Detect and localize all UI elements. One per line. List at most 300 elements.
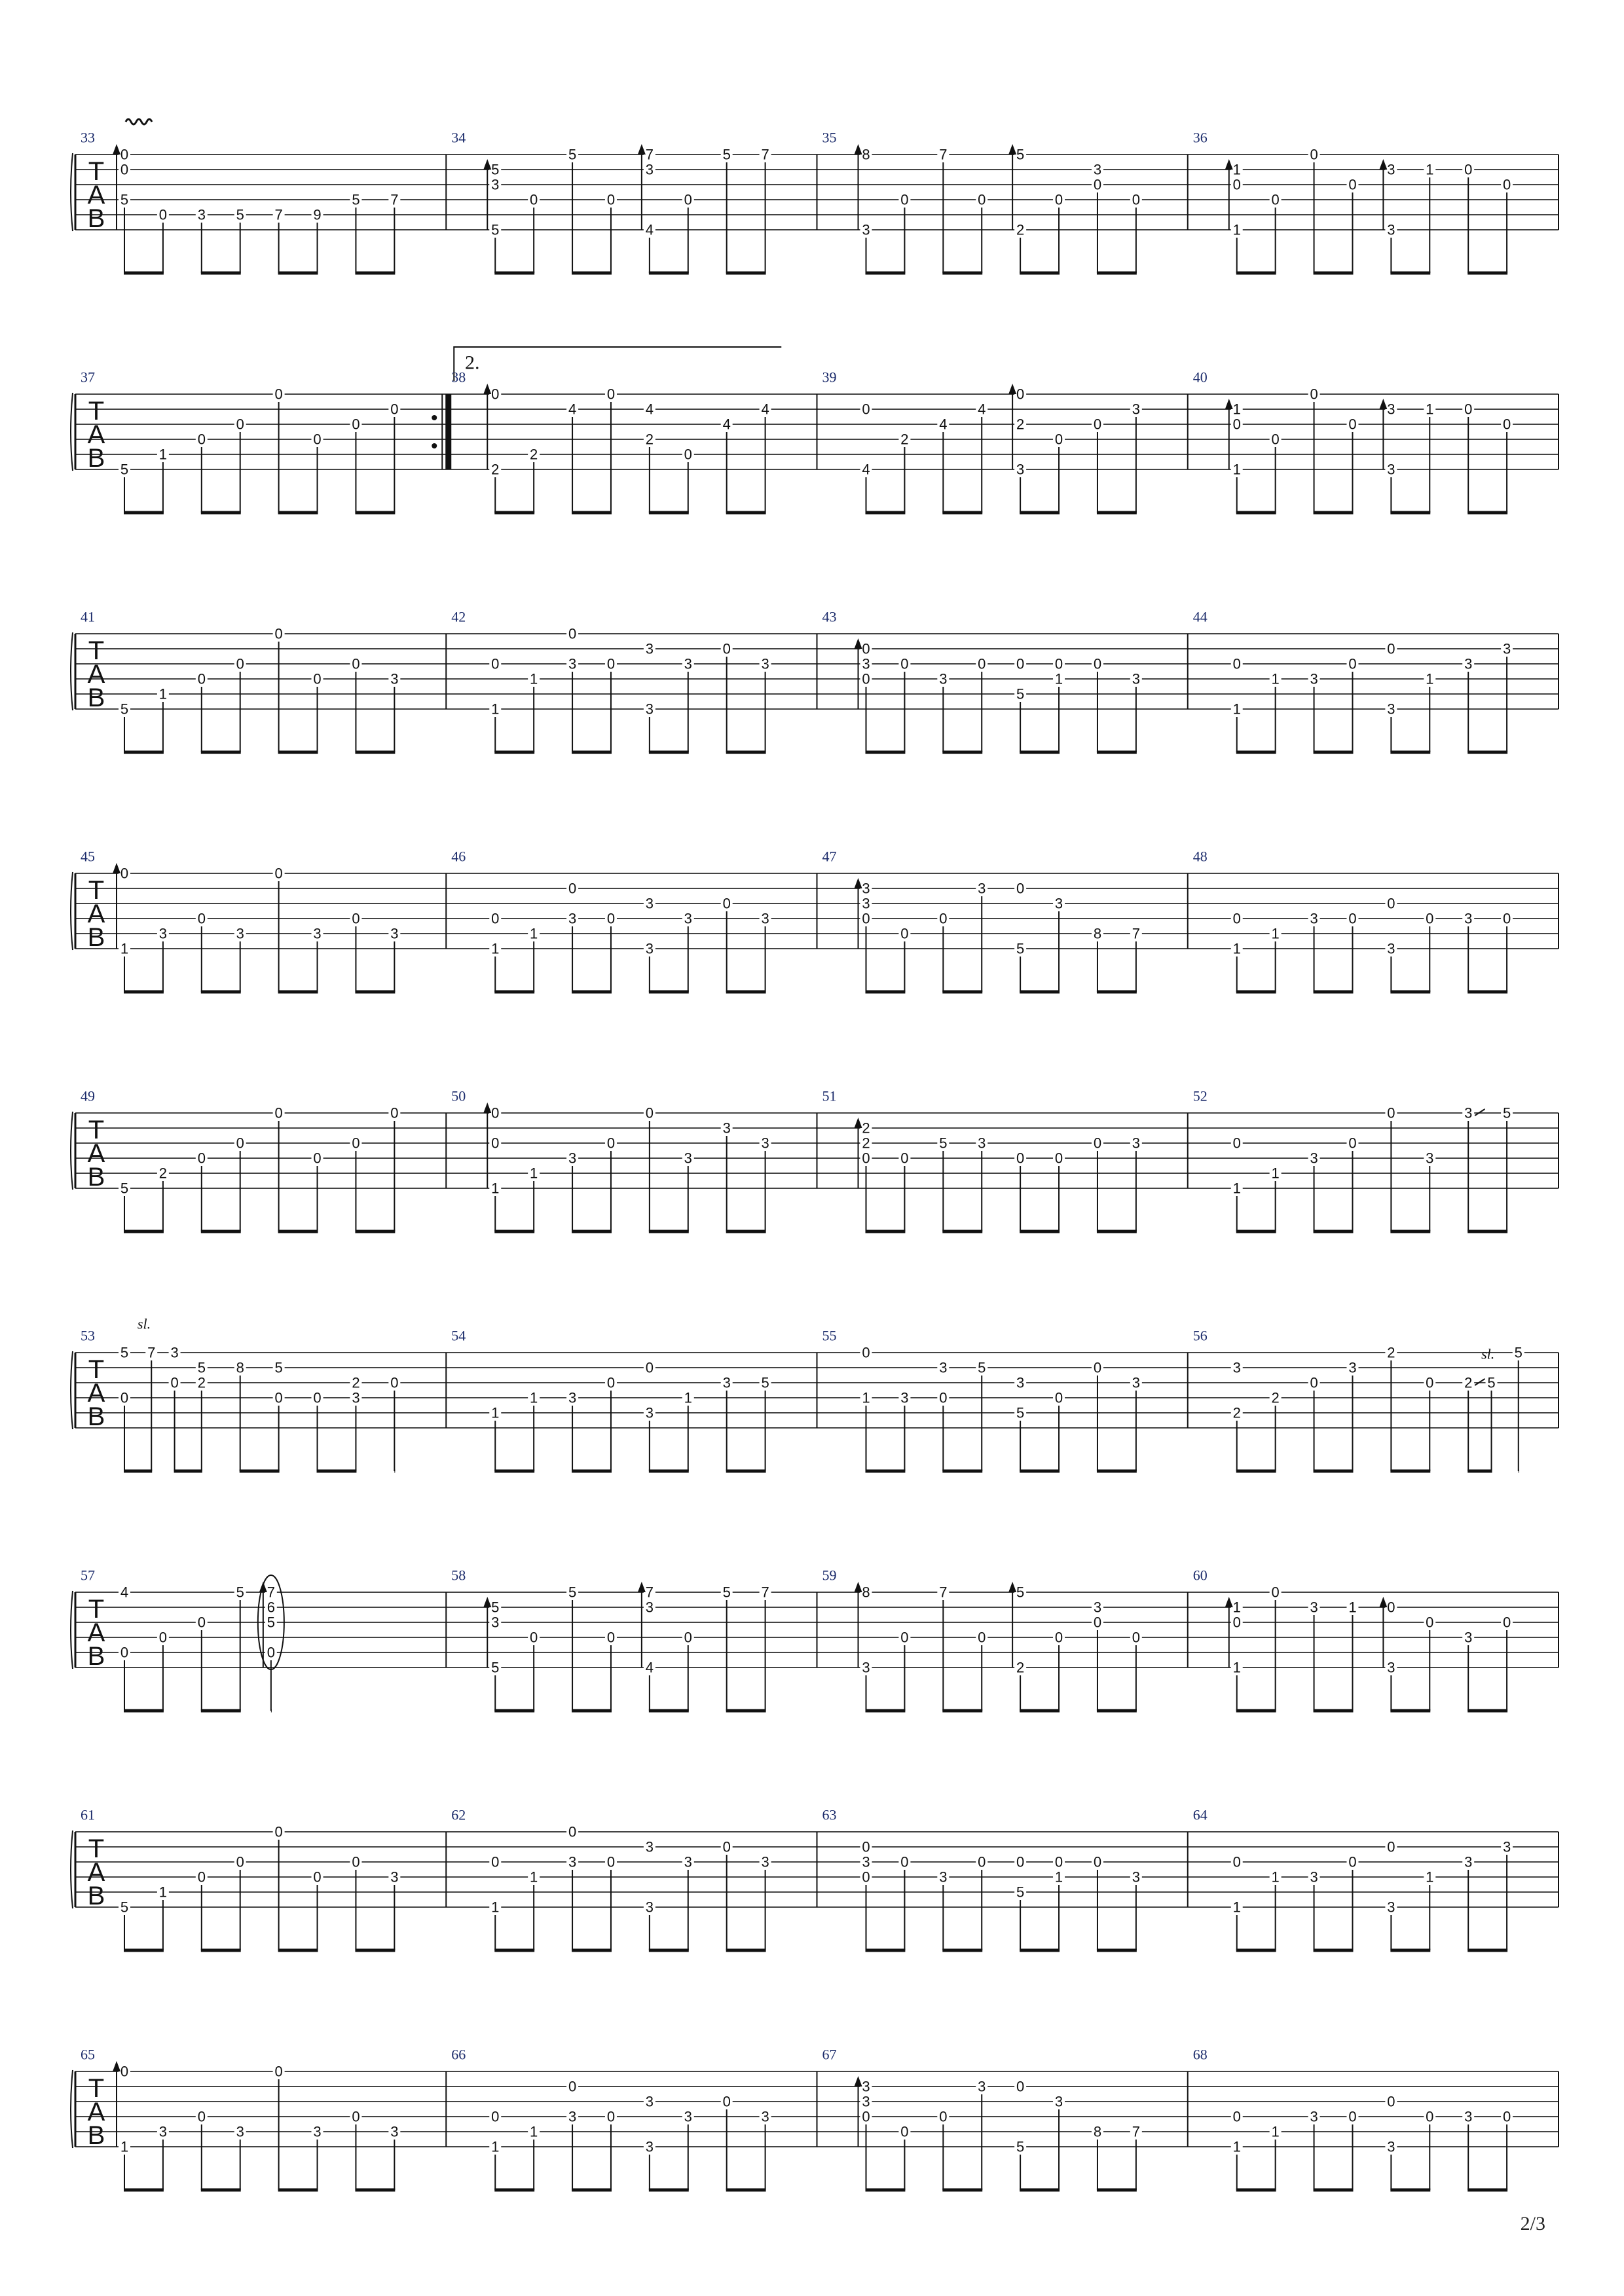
fret-number: 3 (645, 1899, 654, 1916)
fret-number: 0 (1093, 1359, 1102, 1376)
fret-number: 1 (1232, 1899, 1241, 1916)
fret-number: 0 (491, 386, 500, 403)
fret-number: 2 (352, 1374, 360, 1391)
fret-number: 3 (568, 2108, 577, 2125)
repeat-dot (432, 415, 437, 420)
fret-number: 5 (120, 1180, 129, 1197)
fret-number: 1 (1426, 670, 1434, 687)
fret-number: 0 (274, 2063, 283, 2080)
fret-number: 0 (1232, 1135, 1241, 1152)
fret-number: 0 (197, 2108, 206, 2125)
fret-number: 5 (491, 1659, 500, 1676)
fret-number: 5 (1016, 940, 1025, 957)
measure-number: 45 (81, 848, 95, 865)
tab-clef-letter: T (88, 397, 105, 426)
fret-number: 0 (1348, 910, 1357, 927)
fret-number: 0 (313, 431, 322, 448)
measure-number: 64 (1192, 1806, 1208, 1823)
fret-number: 0 (120, 865, 129, 882)
fret-number: 1 (1054, 1868, 1063, 1886)
tab-clef-letter: A (87, 181, 105, 210)
fret-number: 0 (1348, 655, 1357, 672)
fret-number: 0 (1271, 1584, 1280, 1601)
measure-number: 35 (822, 129, 837, 146)
fret-number: 3 (1387, 701, 1395, 718)
fret-number: 2 (1016, 221, 1025, 238)
slide-label: sl. (1481, 1345, 1495, 1362)
measure-number: 46 (451, 848, 466, 865)
fret-number: 3 (1348, 1359, 1357, 1376)
fret-number: 0 (722, 1838, 731, 1855)
fret-number: 1 (158, 685, 168, 702)
fret-number: 0 (1387, 640, 1395, 657)
fret-number: 5 (568, 1584, 577, 1601)
tab-clef-letter: B (87, 1642, 105, 1671)
fret-number: 5 (1487, 1374, 1496, 1391)
measure-number: 36 (1192, 129, 1208, 146)
fret-number: 3 (1310, 1150, 1318, 1167)
tab-clef-letter: T (88, 1595, 105, 1624)
fret-number: 0 (1016, 386, 1025, 403)
fret-number: 3 (1310, 2108, 1318, 2125)
fret-number: 0 (352, 1853, 360, 1870)
fret-number: 3 (568, 1853, 577, 1870)
fret-number: 0 (274, 1389, 283, 1406)
tab-clef-letter: B (87, 444, 105, 473)
fret-number: 0 (684, 1629, 692, 1646)
fret-number: 3 (1464, 1629, 1473, 1646)
fret-number: 5 (120, 701, 129, 718)
fret-number: 3 (645, 701, 654, 718)
fret-number: 3 (978, 1135, 986, 1152)
measure-number: 55 (822, 1327, 837, 1344)
fret-number: 0 (1348, 2108, 1357, 2125)
fret-number: 0 (568, 625, 577, 642)
fret-number: 0 (236, 1853, 244, 1870)
fret-number: 3 (158, 925, 168, 942)
fret-number: 0 (568, 1823, 577, 1840)
measure-number: 53 (81, 1327, 95, 1344)
fret-number: 7 (939, 1584, 948, 1601)
fret-number: 0 (352, 655, 360, 672)
fret-number: 0 (1232, 2108, 1241, 2125)
fret-number: 3 (939, 1359, 948, 1376)
fret-number: 3 (684, 910, 692, 927)
fret-number: 0 (1093, 1614, 1102, 1631)
fret-number: 0 (1232, 416, 1241, 433)
fret-number: 1 (1426, 1868, 1434, 1886)
fret-number: 3 (761, 910, 769, 927)
fret-number: 0 (1232, 1614, 1241, 1631)
fret-number: 0 (568, 880, 577, 897)
fret-number: 0 (1348, 416, 1357, 433)
fret-number: 1 (530, 925, 538, 942)
fret-number: 1 (1348, 1599, 1357, 1616)
tab-clef-letter: B (87, 1402, 105, 1431)
tab-clef-letter: T (88, 157, 105, 186)
fret-number: 0 (900, 925, 909, 942)
fret-number: 3 (1132, 1868, 1140, 1886)
fret-number: 0 (1502, 910, 1511, 927)
tab-clef-letter: B (87, 2121, 105, 2150)
fret-number: 0 (1016, 2078, 1025, 2095)
fret-number: 3 (1426, 1150, 1434, 1167)
measure-number: 54 (451, 1327, 466, 1344)
tab-clef-letter: B (87, 204, 105, 233)
vibrato-mark (126, 119, 152, 124)
fret-number: 0 (1502, 1614, 1511, 1631)
fret-number: 0 (197, 1614, 206, 1631)
fret-number: 3 (862, 1853, 870, 1870)
fret-number: 1 (120, 940, 129, 957)
fret-number: 8 (1093, 925, 1102, 942)
fret-number: 3 (1054, 895, 1063, 912)
fret-number: 0 (1132, 1629, 1140, 1646)
fret-number: 0 (862, 670, 870, 687)
fret-number: 3 (1464, 2108, 1473, 2125)
fret-number: 0 (606, 910, 616, 927)
fret-number: 0 (1426, 2108, 1434, 2125)
fret-number: 0 (978, 191, 986, 208)
fret-number: 0 (1387, 1104, 1395, 1121)
fret-number: 1 (530, 2123, 538, 2140)
fret-number: 7 (1132, 2123, 1140, 2140)
fret-number: 0 (862, 640, 870, 657)
fret-number: 3 (1502, 1838, 1511, 1855)
fret-number: 0 (978, 1853, 986, 1870)
fret-number: 3 (1132, 1135, 1140, 1152)
fret-number: 0 (862, 2108, 870, 2125)
measure-number: 57 (81, 1567, 95, 1584)
fret-number: 0 (1464, 401, 1473, 418)
fret-number: 3 (761, 2108, 769, 2125)
fret-number: 3 (1387, 1659, 1395, 1676)
fret-number: 4 (722, 416, 731, 433)
fret-number: 2 (1016, 1659, 1025, 1676)
fret-number: 0 (390, 1374, 399, 1391)
fret-number: 0 (274, 865, 283, 882)
fret-number: 0 (236, 416, 244, 433)
fret-number: 0 (120, 146, 129, 163)
fret-number: 3 (722, 1120, 731, 1137)
measure-number: 60 (1192, 1567, 1208, 1584)
fret-number: 0 (352, 1135, 360, 1152)
fret-number: 3 (645, 2093, 654, 2110)
fret-number: 5 (722, 1584, 731, 1601)
volta-bracket (454, 347, 781, 381)
fret-number: 3 (684, 1853, 692, 1870)
fret-number: 1 (491, 1899, 500, 1916)
fret-number: 0 (862, 1838, 870, 1855)
measure-number: 63 (822, 1806, 837, 1823)
fret-number: 1 (1426, 161, 1434, 178)
fret-number: 1 (158, 446, 168, 463)
fret-number: 3 (645, 161, 654, 178)
fret-number: 1 (1232, 701, 1241, 718)
fret-number: 1 (862, 1389, 870, 1406)
fret-number: 3 (978, 880, 986, 897)
fret-number: 3 (390, 670, 399, 687)
fret-number: 0 (606, 1853, 616, 1870)
fret-number: 5 (120, 1899, 129, 1916)
fret-number: 2 (1271, 1389, 1280, 1406)
fret-number: 3 (568, 910, 577, 927)
measure-number: 58 (451, 1567, 466, 1584)
fret-number: 0 (491, 1853, 500, 1870)
fret-number: 2 (197, 1374, 206, 1391)
fret-number: 0 (1054, 191, 1063, 208)
fret-number: 0 (900, 1150, 909, 1167)
fret-number: 1 (530, 1165, 538, 1182)
fret-number: 1 (1232, 461, 1241, 478)
fret-number: 3 (761, 655, 769, 672)
fret-number: 3 (1387, 1899, 1395, 1916)
fret-number: 5 (236, 206, 244, 223)
fret-number: 3 (1310, 1868, 1318, 1886)
fret-number: 3 (939, 670, 948, 687)
fret-number: 0 (1093, 1135, 1102, 1152)
fret-number: 0 (1232, 910, 1241, 927)
fret-number: 2 (900, 431, 909, 448)
fret-number: 0 (274, 1823, 283, 1840)
fret-number: 0 (862, 1868, 870, 1886)
fret-number: 0 (862, 1150, 870, 1167)
fret-number: 0 (939, 910, 948, 927)
fret-number: 3 (236, 2123, 244, 2140)
fret-number: 4 (761, 401, 769, 418)
fret-number: 1 (530, 1389, 538, 1406)
system-bracket (71, 872, 73, 950)
fret-number: 3 (645, 895, 654, 912)
tab-clef-letter: T (88, 1834, 105, 1863)
fret-number: 5 (236, 1584, 244, 1601)
fret-number: 0 (722, 640, 731, 657)
fret-number: 0 (1387, 2093, 1395, 2110)
system-bracket (71, 1591, 73, 1669)
fret-number: 3 (313, 925, 322, 942)
fret-number: 0 (197, 431, 206, 448)
tab-clef-letter: T (88, 2074, 105, 2103)
fret-number: 5 (1016, 1584, 1025, 1601)
fret-number: 0 (1093, 655, 1102, 672)
fret-number: 3 (352, 1389, 360, 1406)
fret-number: 0 (1310, 386, 1318, 403)
fret-number: 3 (1132, 1374, 1140, 1391)
fret-number: 0 (120, 161, 129, 178)
fret-number: 4 (862, 461, 870, 478)
measure-number: 33 (81, 129, 95, 146)
fret-number: 0 (1054, 1853, 1063, 1870)
fret-number: 0 (158, 1629, 168, 1646)
fret-number: 3 (1387, 461, 1395, 478)
fret-number: 0 (313, 1389, 322, 1406)
fret-number: 0 (1348, 176, 1357, 193)
fret-number: 0 (491, 655, 500, 672)
fret-number: 3 (1310, 670, 1318, 687)
fret-number: 7 (1132, 925, 1140, 942)
fret-number: 5 (120, 191, 129, 208)
fret-number: 3 (684, 2108, 692, 2125)
fret-number: 0 (900, 1853, 909, 1870)
fret-number: 2 (491, 461, 500, 478)
fret-number: 0 (158, 206, 168, 223)
fret-number: 3 (645, 1838, 654, 1855)
fret-number: 3 (761, 1135, 769, 1152)
fret-number: 3 (684, 1150, 692, 1167)
fret-number: 1 (1271, 925, 1280, 942)
fret-number: 7 (390, 191, 399, 208)
fret-number: 3 (862, 2093, 870, 2110)
fret-number: 0 (491, 1104, 500, 1121)
fret-number: 5 (1016, 146, 1025, 163)
fret-number: 3 (1387, 940, 1395, 957)
system-bracket (71, 1351, 73, 1429)
fret-number: 0 (197, 1150, 206, 1167)
fret-number: 8 (862, 146, 870, 163)
fret-number: 0 (900, 1629, 909, 1646)
fret-number: 5 (267, 1614, 275, 1631)
fret-number: 3 (862, 880, 870, 897)
measure-number: 34 (451, 129, 466, 146)
fret-number: 3 (491, 1614, 500, 1631)
measure-number: 48 (1192, 848, 1208, 865)
fret-number: 0 (197, 670, 206, 687)
fret-number: 1 (1232, 940, 1241, 957)
tab-clef-letter: A (87, 1858, 105, 1887)
fret-number: 5 (1016, 2138, 1025, 2155)
measure-number: 39 (822, 369, 837, 386)
slide-label: sl. (137, 1315, 151, 1332)
tab-clef-letter: T (88, 1355, 105, 1384)
fret-number: 5 (722, 146, 731, 163)
fret-number: 3 (645, 1404, 654, 1421)
fret-number: 2 (1464, 1374, 1473, 1391)
fret-number: 0 (900, 2123, 909, 2140)
fret-number: 7 (645, 1584, 654, 1601)
fret-number: 0 (606, 386, 616, 403)
fret-number: 4 (120, 1584, 129, 1601)
fret-number: 5 (939, 1135, 948, 1152)
fret-number: 0 (313, 670, 322, 687)
fret-number: 5 (978, 1359, 986, 1376)
fret-number: 3 (1016, 461, 1025, 478)
fret-number: 0 (1310, 1374, 1318, 1391)
measure-number: 59 (822, 1567, 837, 1584)
fret-number: 3 (1310, 1599, 1318, 1616)
system-bracket (71, 393, 73, 471)
fret-number: 3 (1464, 1104, 1473, 1121)
tab-clef-letter: A (87, 420, 105, 449)
fret-number: 0 (1232, 655, 1241, 672)
fret-number: 7 (267, 1584, 275, 1601)
tab-clef-letter: T (88, 636, 105, 665)
fret-number: 1 (1426, 401, 1434, 418)
fret-number: 0 (939, 1389, 948, 1406)
fret-number: 1 (530, 670, 538, 687)
fret-number: 3 (862, 1659, 870, 1676)
fret-number: 0 (722, 895, 731, 912)
fret-number: 7 (761, 1584, 769, 1601)
fret-number: 9 (313, 206, 322, 223)
fret-number: 3 (1310, 910, 1318, 927)
fret-number: 7 (274, 206, 283, 223)
fret-number: 2 (862, 1120, 870, 1137)
fret-number: 0 (197, 1868, 206, 1886)
tab-clef-letter: A (87, 1139, 105, 1168)
fret-number: 3 (1502, 640, 1511, 657)
fret-number: 7 (761, 146, 769, 163)
fret-number: 0 (530, 1629, 538, 1646)
fret-number: 0 (491, 1135, 500, 1152)
fret-number: 3 (862, 2078, 870, 2095)
fret-number: 3 (1387, 2138, 1395, 2155)
fret-number: 4 (645, 1659, 654, 1676)
measure-number: 61 (81, 1806, 95, 1823)
fret-number: 1 (1232, 1659, 1241, 1676)
fret-number: 5 (1016, 685, 1025, 702)
measure-number: 37 (81, 369, 95, 386)
fret-number: 3 (1232, 1359, 1241, 1376)
fret-number: 0 (862, 910, 870, 927)
fret-number: 3 (491, 176, 500, 193)
measure-number: 67 (822, 2046, 837, 2063)
fret-number: 0 (1232, 1853, 1241, 1870)
fret-number: 0 (352, 910, 360, 927)
measure-number: 65 (81, 2046, 95, 2063)
fret-number: 0 (606, 1135, 616, 1152)
fret-number: 3 (645, 1599, 654, 1616)
fret-number: 5 (491, 1599, 500, 1616)
fret-number: 0 (120, 2063, 129, 2080)
fret-number: 0 (1387, 1599, 1395, 1616)
fret-number: 0 (645, 1359, 654, 1376)
fret-number: 1 (1271, 2123, 1280, 2140)
measure-number: 42 (451, 608, 466, 625)
fret-number: 0 (1093, 416, 1102, 433)
tab-clef-letter: B (87, 1882, 105, 1910)
fret-number: 3 (862, 655, 870, 672)
fret-number: 5 (1514, 1344, 1522, 1361)
fret-number: 0 (1348, 1135, 1357, 1152)
fret-number: 0 (1426, 1374, 1434, 1391)
fret-number: 5 (352, 191, 360, 208)
fret-number: 0 (1464, 161, 1473, 178)
fret-number: 3 (645, 2138, 654, 2155)
fret-number: 5 (491, 221, 500, 238)
volta-label: 2. (465, 352, 480, 374)
tab-clef-letter: B (87, 1163, 105, 1192)
fret-number: 0 (1502, 176, 1511, 193)
measure-number: 68 (1192, 2046, 1208, 2063)
fret-number: 3 (1387, 221, 1395, 238)
fret-number: 8 (1093, 2123, 1102, 2140)
fret-number: 5 (491, 161, 500, 178)
measure-number: 52 (1192, 1087, 1208, 1104)
measure-number: 47 (822, 848, 837, 865)
fret-number: 1 (1232, 221, 1241, 238)
fret-number: 3 (568, 655, 577, 672)
fret-number: 0 (390, 401, 399, 418)
measure-number: 40 (1192, 369, 1208, 386)
fret-number: 0 (491, 2108, 500, 2125)
tab-clef-letter: B (87, 923, 105, 952)
measure-number: 56 (1192, 1327, 1208, 1344)
fret-number: 0 (900, 191, 909, 208)
tab-clef-letter: A (87, 900, 105, 928)
fret-number: 0 (274, 625, 283, 642)
fret-number: 4 (645, 401, 654, 418)
fret-number: 8 (862, 1584, 870, 1601)
